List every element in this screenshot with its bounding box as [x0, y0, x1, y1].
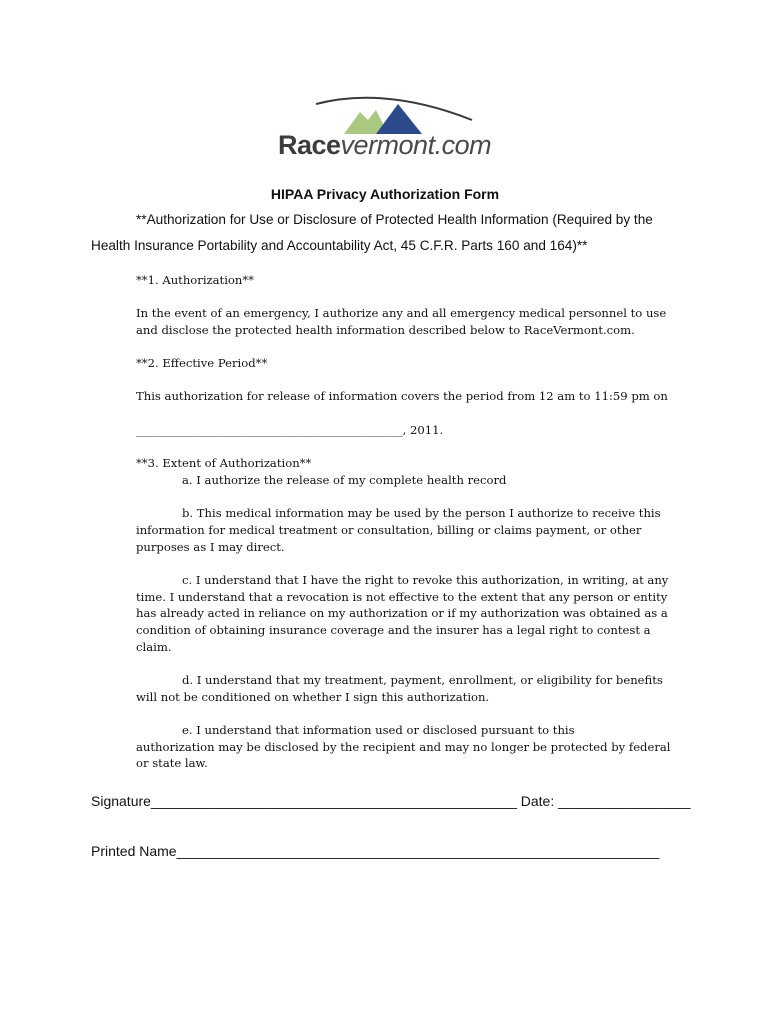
printed-name-field[interactable]: Printed Name______________________________________________________________	[91, 843, 660, 859]
item-e-text: authorization may be disclosed by the recipient and may no longer be protected by federal	[136, 740, 671, 754]
section-1-text: and disclose the protected health information described below to RaceVermont.com.	[136, 323, 635, 337]
section-2-heading: **2. Effective Period**	[136, 356, 268, 370]
item-c-text: condition of obtaining insurance coverage and the insurer has a legal right to contest a	[136, 623, 651, 637]
form-title: HIPAA Privacy Authorization Form	[270, 186, 500, 202]
item-c-text: c. I understand that I have the right to revoke this authorization, in writing, at any	[182, 573, 669, 587]
signature-date-field[interactable]: Signature_______________________________________________ Date: _________________	[91, 793, 691, 809]
section-3-heading: **3. Extent of Authorization**	[136, 456, 312, 470]
section-1-text: In the event of an emergency, I authorize any and all emergency medical personnel to use	[136, 306, 667, 320]
effective-date-field[interactable]: ______________________________________________, 2011.	[136, 423, 444, 437]
item-e-text: e. I understand that information used or disclosed pursuant to this	[182, 723, 575, 737]
item-b-text: purposes as I may direct.	[136, 540, 285, 554]
item-a-text: a. I authorize the release of my complete health record	[182, 473, 507, 487]
section-2-text: This authorization for release of information covers the period from 12 am to 11:59 pm on	[136, 389, 668, 403]
item-c-text: claim.	[136, 640, 172, 654]
item-e-text: or state law.	[136, 756, 208, 770]
item-d-text: d. I understand that my treatment, payment, enrollment, or eligibility for benefits	[182, 673, 663, 687]
form-subtitle-line2: Health Insurance Portability and Accountability Act, 45 C.F.R. Parts 160 and 164)**	[91, 238, 588, 253]
item-b-text: information for medical treatment or consultation, billing or claims payment, or other	[136, 523, 642, 537]
form-subtitle-line1: **Authorization for Use or Disclosure of Protected Health Information (Required by the	[136, 212, 653, 227]
racevermont-logo	[276, 90, 496, 160]
item-b-text: b. This medical information may be used by the person I authorize to receive this	[182, 506, 661, 520]
item-d-text: will not be conditioned on whether I sign this authorization.	[136, 690, 490, 704]
section-1-heading: **1. Authorization**	[136, 273, 254, 287]
logo-wordmark: Racevermont.com	[278, 130, 492, 160]
item-c-text: time. I understand that a revocation is not effective to the extent that any person or entity	[136, 590, 668, 604]
item-c-text: has already acted in reliance on my authorization or if my authorization was obtained as a	[136, 606, 668, 620]
